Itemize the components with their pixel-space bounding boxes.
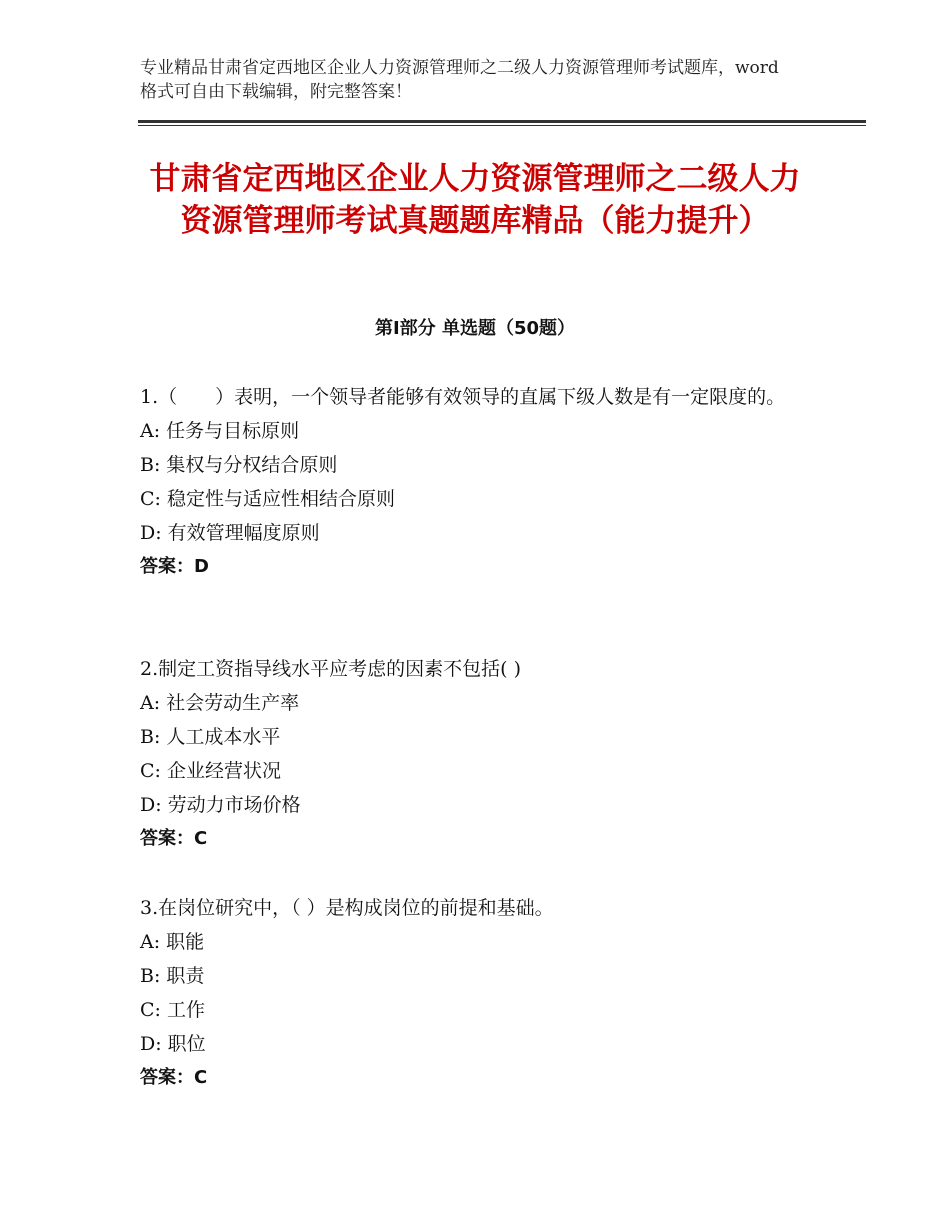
document-title: 甘肃省定西地区企业人力资源管理师之二级人力资源管理师考试真题题库精品（能力提升）	[149, 161, 801, 239]
header-rule-thin	[138, 125, 866, 126]
option-b: B: 人工成本水平	[140, 726, 281, 748]
option-d: D: 劳动力市场价格	[140, 794, 301, 816]
option-c: C: 工作	[140, 999, 205, 1021]
header-note: 专业精品甘肃省定西地区企业人力资源管理师之二级人力资源管理师考试题库，word格式可自由下载编辑，附完整答案！	[140, 58, 779, 102]
option-a: A: 职能	[140, 931, 205, 953]
question-stem: 3.在岗位研究中，（ ）是构成岗位的前提和基础。	[140, 897, 554, 919]
section-heading: 第Ⅰ部分 单选题（50题）	[374, 318, 575, 339]
answer: 答案：C	[140, 1067, 208, 1088]
option-d: D: 有效管理幅度原则	[140, 522, 320, 544]
question-stem: 1.（ ）表明，一个领导者能够有效领导的直属下级人数是有一定限度的。	[140, 386, 786, 408]
option-a: A: 任务与目标原则	[140, 420, 300, 442]
answer: 答案：C	[140, 828, 208, 849]
header-rule-thick	[138, 120, 866, 123]
option-c: C: 稳定性与适应性相结合原则	[140, 488, 395, 510]
question-stem: 2.制定工资指导线水平应考虑的因素不包括( )	[140, 658, 521, 680]
question-3	[140, 891, 810, 1095]
answer: 答案：D	[140, 556, 209, 577]
question-2	[140, 652, 810, 856]
option-b: B: 集权与分权结合原则	[140, 454, 338, 476]
option-d: D: 职位	[140, 1033, 206, 1055]
option-c: C: 企业经营状况	[140, 760, 281, 782]
option-b: B: 职责	[140, 965, 205, 987]
option-a: A: 社会劳动生产率	[140, 692, 300, 714]
question-1	[140, 380, 810, 584]
